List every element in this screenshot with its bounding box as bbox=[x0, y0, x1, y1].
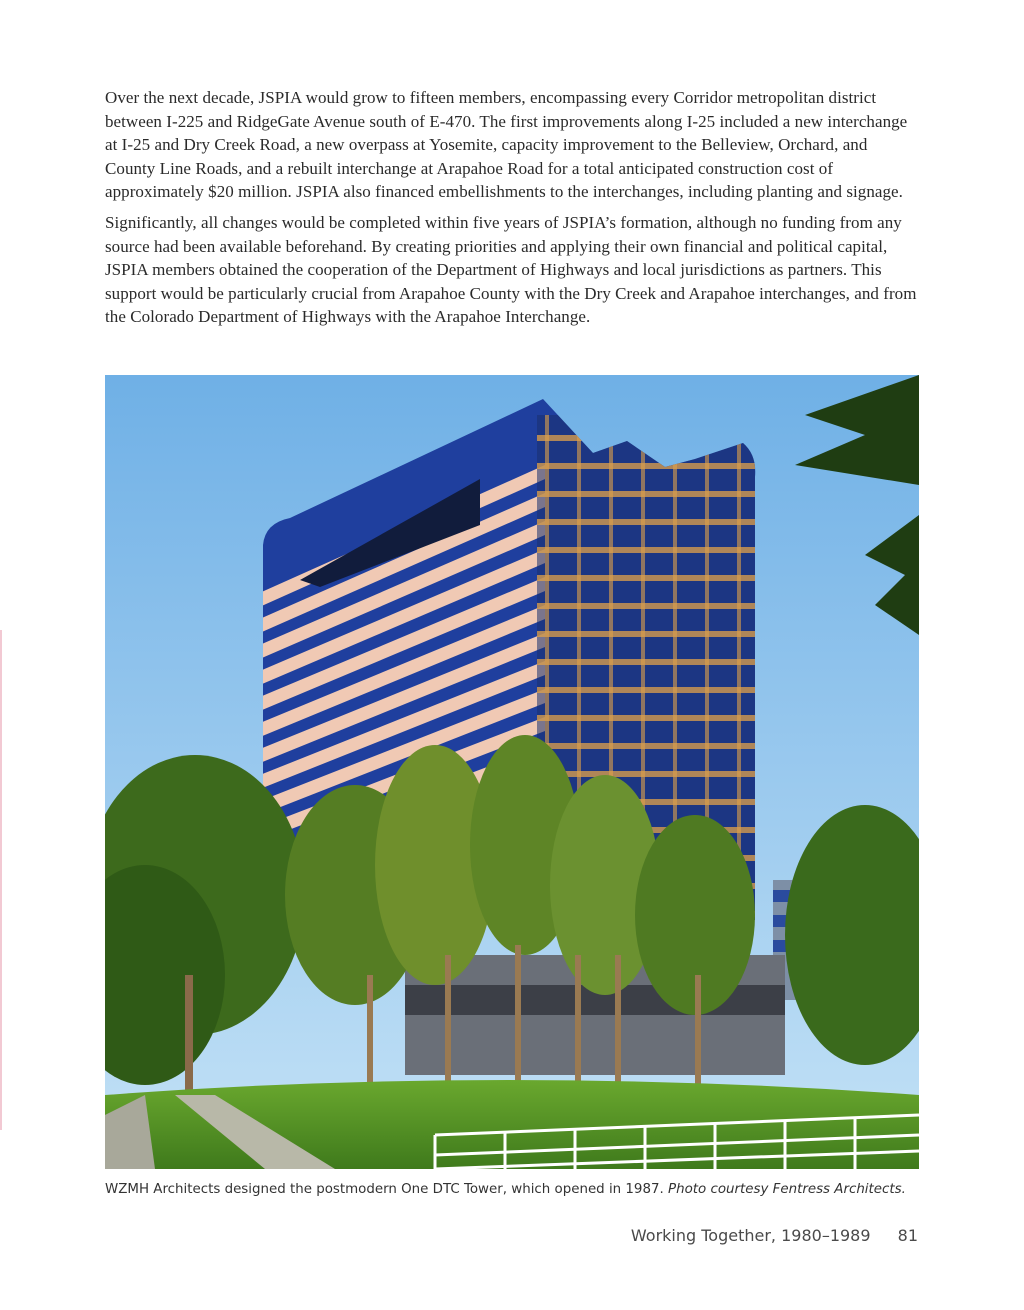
page-edge-rule bbox=[0, 630, 2, 1130]
page-number: 81 bbox=[897, 1226, 918, 1245]
tower-photo bbox=[105, 375, 919, 1169]
photo-caption bbox=[105, 1182, 920, 1197]
page-footer bbox=[631, 1226, 918, 1245]
paragraph-1: Over the next decade, JSPIA would grow to fifteen members, encompassing every Corridor metropolitan district between I-225 and RidgeGate Avenue south of E-470. The first improvements along I-25 included a new interchange at I-25 and Dry Creek Road, a new overpass at Yosemite, capacity improvement to the Belleview, Orchard, and County Line Roads, and a rebuilt interchange at Arapahoe Road for a total anticipated construction cost of approximately $20 million. JSPIA also financed embellishments to the interchanges, including planting and signage. bbox=[105, 88, 908, 202]
caption-text: WZMH Architects designed the postmodern One DTC Tower, which opened in 1987. bbox=[105, 1182, 664, 1197]
photo-credit: Photo courtesy Fentress Architects. bbox=[668, 1182, 906, 1197]
paragraph-2: Significantly, all changes would be completed within five years of JSPIA’s formation, although no funding from any source had been available beforehand. By creating priorities and applying their own financial and political capital, JSPIA members obtained the cooperation of the Department of Highways and local jurisdictions as partners. This support would be particularly crucial from Arapahoe County with the Dry Creek and Arapahoe interchanges, and from the Colorado Department of Highways with the Arapahoe Interchange. bbox=[105, 212, 917, 327]
body-text bbox=[105, 86, 920, 336]
running-title: Working Together, 1980–1989 bbox=[630, 1226, 871, 1245]
